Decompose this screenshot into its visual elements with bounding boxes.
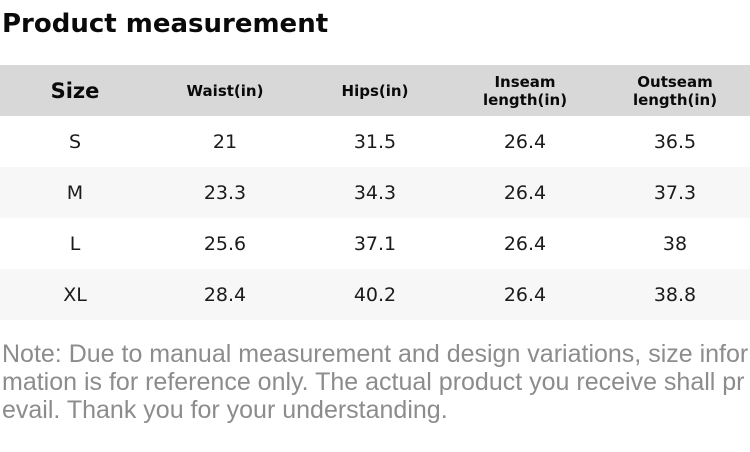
size-column-header: Size (50, 78, 100, 103)
table-header-row (0, 65, 750, 116)
size-cell: L (69, 232, 81, 255)
waist-cell: 21 (212, 130, 238, 153)
table-row-l (0, 218, 750, 269)
table-row-xl (0, 269, 750, 320)
table-row-s (0, 116, 750, 167)
inseam-cell: 26.4 (503, 130, 547, 153)
inseam-column-header: Inseam length(in) (482, 72, 568, 109)
hips-cell: 37.1 (353, 232, 397, 255)
outseam-cell: 38.8 (653, 283, 697, 306)
hips-cell: 40.2 (353, 283, 397, 306)
inseam-cell: 26.4 (503, 232, 547, 255)
outseam-cell: 36.5 (653, 130, 697, 153)
outseam-cell: 37.3 (653, 181, 697, 204)
waist-cell: 28.4 (203, 283, 247, 306)
measurement-disclaimer-note: Note: Due to manual measurement and design variations, size information is for reference only. The actual product you receive shall prevail. Thank you for your understanding. (2, 340, 749, 424)
waist-cell: 25.6 (203, 232, 247, 255)
hips-cell: 31.5 (353, 130, 397, 153)
outseam-column-header: Outseam length(in) (632, 72, 718, 109)
inseam-cell: 26.4 (503, 283, 547, 306)
outseam-cell: 38 (662, 232, 688, 255)
waist-cell: 23.3 (203, 181, 247, 204)
page-title: Product measurement (2, 9, 329, 39)
inseam-cell: 26.4 (503, 181, 547, 204)
size-cell: XL (63, 283, 87, 306)
table-row-m (0, 167, 750, 218)
size-measurement-table (0, 65, 750, 320)
size-cell: M (66, 181, 84, 204)
size-cell: S (68, 130, 82, 153)
hips-cell: 34.3 (353, 181, 397, 204)
hips-column-header: Hips(in) (341, 81, 409, 100)
waist-column-header: Waist(in) (186, 81, 264, 100)
